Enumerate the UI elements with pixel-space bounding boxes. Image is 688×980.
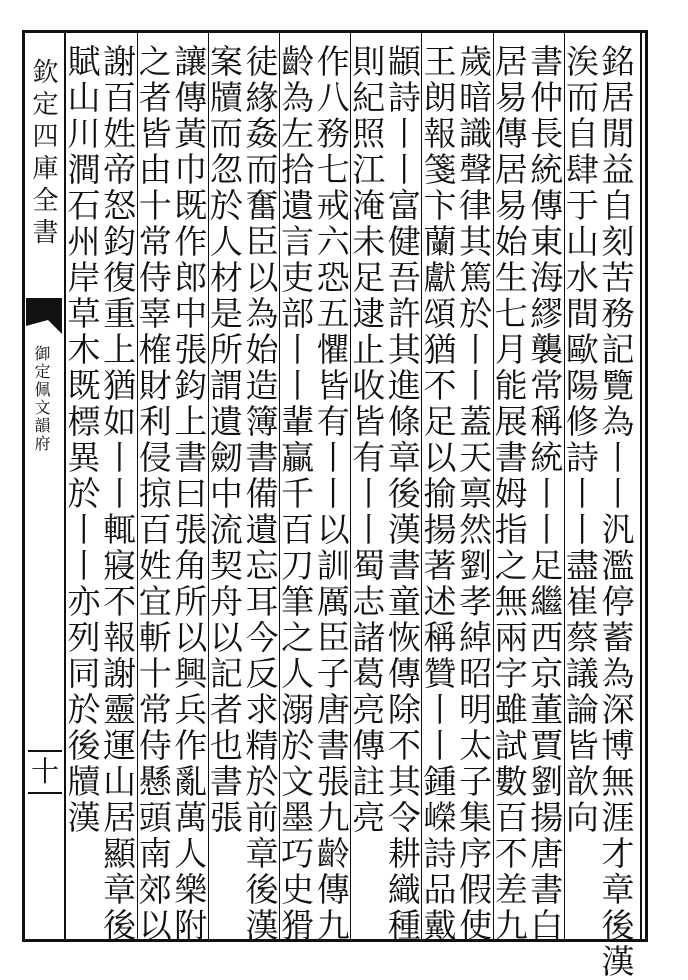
margin-title: 欽定四庫全書 [28, 58, 58, 250]
page-number: 十 [28, 750, 62, 794]
text-column: 書仲長統傳東海繆襲常稱統丨丨足繼西京董賈劉揚唐書白 [525, 44, 565, 944]
column-divider [564, 30, 565, 942]
text-column: 案牘而忽於人材是所謂遺劒中流契舟以記者也書張 [204, 44, 244, 836]
text-column: 歲暗識聲律其篤於丨丨蓋天禀然劉孝綽昭明太子集序假使 [454, 44, 494, 944]
text-column: 賦山川澗石州岸草木既標異於丨丨亦列同於後牘漢 [62, 44, 102, 836]
column-divider [421, 30, 422, 942]
column-divider [279, 30, 280, 942]
column-divider [208, 30, 209, 942]
text-column: 銘居閒益自刻苦務記覽為丨丨汎濫停蓄為深博無涯才章後漢 [596, 44, 636, 980]
fish-tail-mark-icon [26, 298, 62, 334]
text-column: 讓傳黃巾既作郎中張鈞上書曰張角所以興兵作亂萬人樂附 [169, 44, 209, 944]
text-column: 徒緣姦而奮臣以為始造簿書備遺忘耳今反求精於前章後漢 [240, 44, 280, 944]
text-column: 涘而自肆于山水間歐陽修詩丨丨盡崔蔡議論皆歆向 [560, 44, 600, 836]
margin-subtitle: 御定佩文韻府 [32, 345, 51, 453]
column-divider [350, 30, 351, 942]
text-column: 之者皆由十常侍辜榷財利侵掠百姓宜斬十常侍懸頭南郊以 [133, 44, 173, 944]
text-column: 居易傳居易始生七月能展書姆指之無兩字雖試數百不差九 [489, 44, 529, 944]
text-column: 王朗報箋卞蘭獻頌猶不足以揄揚著述稱贊丨丨鍾嶸詩品戴 [418, 44, 458, 944]
text-column: 作八務七戒六恐五懼皆有丨丨以訓厲臣子唐書張九齡傳九 [311, 44, 351, 944]
text-column: 則紀照江淹未足逮止收皆有丨丨蜀志諸葛亮傳註亮 [347, 44, 387, 836]
text-column: 齡為左拾遺言吏部丨丨輩贏千百刀筆之人溺於文墨巧史猾 [276, 44, 316, 944]
column-divider [493, 30, 494, 942]
frame-inner-line [640, 30, 642, 942]
text-column: 謝百姓帝怒鈞復重上猶如丨丨輒寢不報謝靈運山居顯章後 [98, 44, 138, 944]
text-column: 顓詩丨丨富健吾許其進條章後漢書童恢傳除不其令耕織種 [382, 44, 422, 944]
column-divider [137, 30, 138, 942]
column-divider [65, 30, 66, 942]
